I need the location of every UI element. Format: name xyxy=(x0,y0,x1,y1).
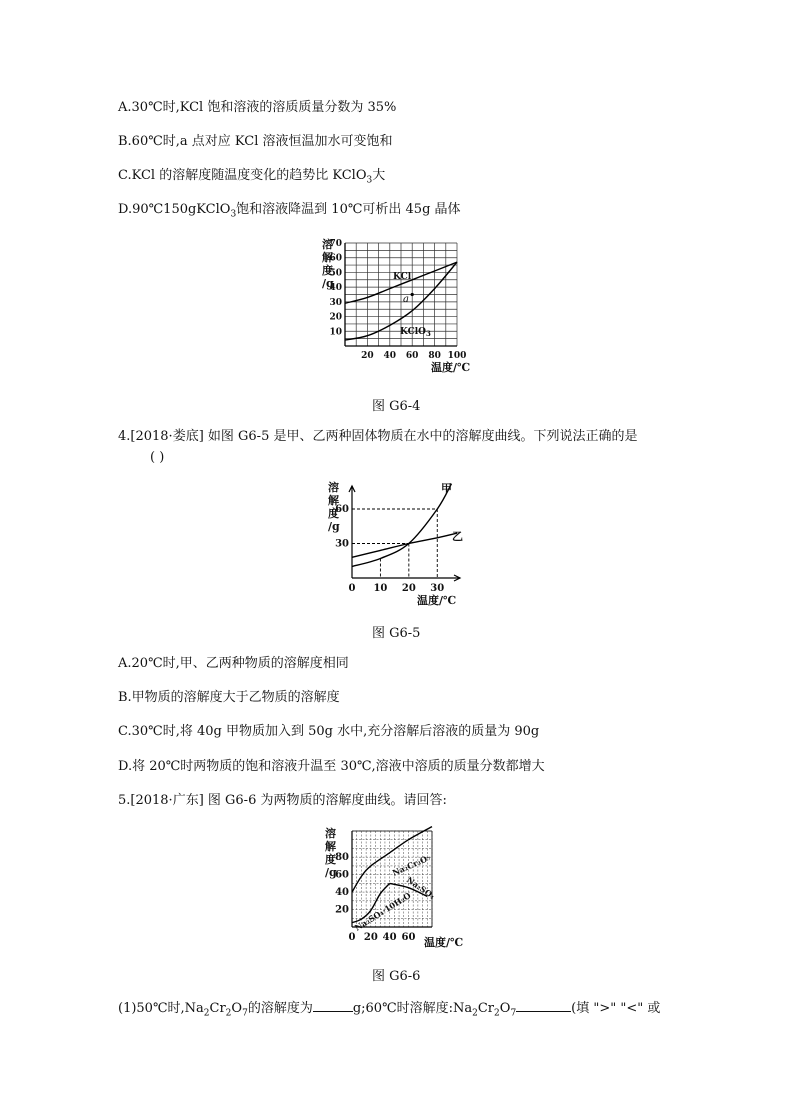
q5-1-sub-4: 2 xyxy=(472,1008,478,1019)
figure-g6-5-ylabel-2: 解 xyxy=(328,494,339,507)
y-tick-label: 30 xyxy=(329,297,342,308)
option-3c-suffix: 大 xyxy=(372,168,386,183)
x-tick-label: 0 xyxy=(348,932,356,943)
figure-g6-4-kclo3-label xyxy=(400,327,431,338)
figure-g6-6-ylabel-4: /g xyxy=(325,866,337,879)
figure-g6-5-guides xyxy=(352,509,437,578)
y-tick-label: 20 xyxy=(335,904,349,916)
y-tick-label: 40 xyxy=(329,283,342,294)
x-tick-label: 30 xyxy=(430,583,445,594)
x-tick-label: 60 xyxy=(405,351,419,361)
option-3d-subscript: 3 xyxy=(230,209,237,220)
figure-g6-5-label-yi: 乙 xyxy=(452,530,463,543)
figure-g6-5-chart xyxy=(320,478,490,613)
option-3c xyxy=(118,168,385,189)
series-line xyxy=(352,533,457,557)
option-3c-subscript: 3 xyxy=(366,175,373,186)
figure-g6-5-caption: 图 G6-5 xyxy=(372,626,421,641)
q5-1-sub-5: 2 xyxy=(494,1008,500,1019)
q5-1-sub-2: 2 xyxy=(225,1008,232,1019)
figure-g6-4-kcl-label: KCl xyxy=(393,272,412,282)
question-5-part-1 xyxy=(118,999,660,1022)
figure-g6-6-xlabel: 温度/℃ xyxy=(424,936,464,949)
figure-g6-6-chart xyxy=(320,826,470,951)
option-3d-suffix: 饱和溶液降温到 10℃可析出 45g 晶体 xyxy=(236,202,461,217)
x-tick-label: 20 xyxy=(363,932,378,943)
option-3b: B.60℃时,a 点对应 KCl 溶液恒温加水可变饱和 xyxy=(118,134,393,149)
figure-g6-5-label-jia: 甲 xyxy=(441,482,452,495)
option-3d xyxy=(118,202,461,223)
figure-g6-6-grid xyxy=(352,831,432,927)
x-tick-label: 20 xyxy=(401,583,416,594)
option-3d-text: D.90℃150gKClO xyxy=(118,202,231,217)
figure-g6-4-point-label: a xyxy=(403,294,409,305)
y-tick-label: 40 xyxy=(335,887,349,899)
figure-g6-4-ylabel-3: 度 xyxy=(322,264,333,277)
figure-g6-5-ylabel-4: /g xyxy=(328,520,340,533)
figure-g6-4-xlabel: 温度/℃ xyxy=(431,361,471,374)
y-tick-label: 20 xyxy=(329,312,342,323)
question-5-header: 5.[2018·广东] 图 G6-6 为两物质的溶解度曲线。请回答: xyxy=(118,793,447,808)
option-4c: C.30℃时,将 40g 甲物质加入到 50g 水中,充分溶解后溶液的质量为 90g xyxy=(118,724,540,739)
y-tick-label: 80 xyxy=(335,852,349,864)
figure-g6-4-caption: 图 G6-4 xyxy=(372,399,421,414)
option-4b: B.甲物质的溶解度大于乙物质的溶解度 xyxy=(118,690,340,705)
y-tick-label: 50 xyxy=(329,268,342,279)
q5-1-text-3: O xyxy=(231,1001,243,1016)
q5-1-text-6: Cr xyxy=(477,1001,495,1016)
figure-g6-6-label-hydrate: Na₂SO₄·10H₂O xyxy=(352,890,413,933)
figure-g6-5-curves xyxy=(352,484,457,567)
q5-1-sub-3: 7 xyxy=(242,1008,248,1019)
figure-g6-5-ylabel-1: 溶 xyxy=(328,481,339,494)
q5-1-text-4: 的溶解度为 xyxy=(247,1001,313,1016)
q5-1-sub-6: 7 xyxy=(510,1008,517,1019)
y-tick-label: 60 xyxy=(329,253,342,264)
point-a xyxy=(411,293,414,296)
y-tick-label: 60 xyxy=(335,504,349,515)
figure-g6-6-label-cr: Na₂Cr₂O₇ xyxy=(390,852,432,878)
figure-g6-4-kclo3-subscript: 3 xyxy=(426,329,431,338)
x-tick-label: 20 xyxy=(361,351,374,361)
x-tick-label: 60 xyxy=(401,932,416,943)
q5-1-text-5: g;60℃时溶解度:Na xyxy=(352,1001,473,1016)
figure-g6-4-ylabel-2: 解 xyxy=(322,251,333,264)
figure-g6-6-ylabel-1: 溶 xyxy=(325,827,336,840)
y-tick-label: 70 xyxy=(329,239,342,249)
option-3a: A.30℃时,KCl 饱和溶液的溶质质量分数为 35% xyxy=(118,100,397,115)
figure-g6-6-label-so4: Na₂SO₄ xyxy=(404,874,438,902)
x-tick-label: 80 xyxy=(428,351,441,361)
figure-g6-4-chart xyxy=(300,235,500,380)
q5-1-text-1: (1)50℃时,Na xyxy=(118,1001,204,1016)
q5-1-text-2: Cr xyxy=(209,1001,226,1016)
y-tick-label: 30 xyxy=(335,538,349,550)
figure-g6-5-xlabel: 温度/℃ xyxy=(417,594,457,607)
x-tick-label: 40 xyxy=(382,932,397,943)
option-4a: A.20℃时,甲、乙两种物质的溶解度相同 xyxy=(118,656,349,671)
figure-g6-6-caption: 图 G6-6 xyxy=(372,969,421,984)
figure-g6-4-ylabel-4: /g xyxy=(322,277,334,290)
answer-blank-2[interactable] xyxy=(516,999,571,1012)
x-tick-label: 40 xyxy=(383,351,397,361)
x-tick-label: 100 xyxy=(447,351,467,361)
figure-g6-6-ylabel-3: 度 xyxy=(325,853,336,866)
q5-1-text-7: O xyxy=(499,1001,511,1016)
y-tick-label: 10 xyxy=(329,327,342,338)
answer-blank-1[interactable] xyxy=(313,999,353,1012)
question-4-header: 4.[2018·娄底] 如图 G6-5 是甲、乙两种固体物质在水中的溶解度曲线。下列说法正确的是 xyxy=(118,429,638,444)
option-4d: D.将 20℃时两物质的饱和溶液升温至 30℃,溶液中溶质的质量分数都增大 xyxy=(118,759,545,774)
q5-1-text-8: (填 ">" "<" 或 xyxy=(571,1001,661,1016)
q5-1-sub-1: 2 xyxy=(203,1008,210,1019)
y-tick-label: 60 xyxy=(335,869,349,881)
option-3c-text: C.KCl 的溶解度随温度变化的趋势比 KClO xyxy=(118,168,367,183)
figure-g6-5-ylabel-3: 度 xyxy=(328,507,339,520)
figure-g6-6-ylabel-2: 解 xyxy=(325,840,336,853)
x-tick-label: 0 xyxy=(348,583,356,594)
x-tick-label: 10 xyxy=(373,583,388,594)
question-4-answer-paren: ( ) xyxy=(150,450,165,465)
figure-g6-4-ylabel-1: 溶 xyxy=(322,238,333,251)
figure-g6-4-kclo3-text: KClO xyxy=(400,327,427,337)
